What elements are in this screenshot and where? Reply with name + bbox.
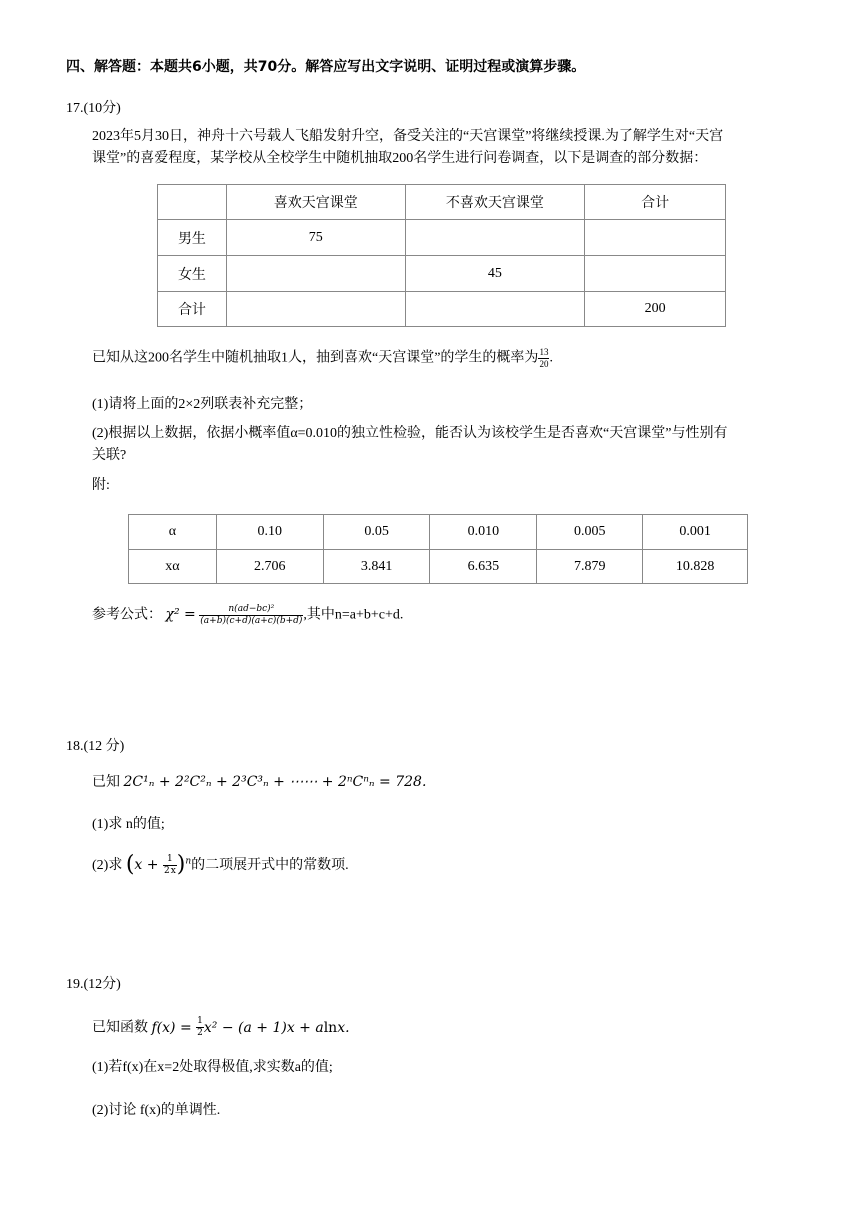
contingency-cell: 女生 [158, 256, 227, 292]
question-19-given [92, 1017, 350, 1038]
critical-value-cell: 7.879 [537, 550, 643, 584]
critical-value-row-alpha [129, 515, 748, 550]
probability-numerator: 13 [539, 347, 549, 357]
contingency-cell [585, 256, 726, 292]
contingency-cell: 合计 [158, 292, 227, 327]
critical-value-cell: xα [129, 550, 217, 584]
question-19-part1: (1)若f(x)在x=2处取得极值,求实数a的值; [92, 1060, 333, 1075]
critical-value-cell: 0.10 [216, 515, 323, 550]
question-17-intro-line2: 课堂”的喜爱程度，某学校从全校学生中随机抽取200名学生进行问卷调查，以下是调查的部分数据： [92, 151, 708, 166]
contingency-cell [226, 256, 405, 292]
contingency-header-cell: 合计 [585, 185, 726, 220]
probability-fraction [538, 348, 549, 369]
critical-value-cell: 0.005 [537, 515, 643, 550]
critical-value-row-x [129, 550, 748, 584]
question-18-number: 18.(12 分) [66, 739, 125, 754]
question-17-part2-line1: (2)根据以上数据，依据小概率值α=0.010的独立性检验，能否认为该校学生是否喜欢“天宫课堂”与性别有 [92, 426, 728, 441]
question-18-part2 [92, 852, 349, 878]
question-19-number: 19.(12分) [66, 977, 121, 992]
binomial-expression: (x + $\frac{1}{2x}$ )$^n$ [125, 852, 192, 877]
contingency-table-row [158, 220, 726, 256]
critical-value-cell: α [129, 515, 217, 550]
contingency-cell: 男生 [158, 220, 227, 256]
contingency-cell [226, 292, 405, 327]
contingency-table-row [158, 292, 726, 327]
formula-lhs: χ² = [165, 606, 196, 623]
question-17-intro-line1: 2023年5月30日，神舟十六号载人飞船发射升空，备受关注的“天宫课堂”将继续授课.为了解学生对“天宫 [92, 129, 724, 144]
probability-statement [92, 348, 553, 369]
contingency-header-cell: 不喜欢天宫课堂 [405, 185, 585, 220]
question-19-given-prefix: 已知函数 [92, 1020, 152, 1036]
contingency-table-header-row [158, 185, 726, 220]
question-18-given [92, 774, 426, 792]
contingency-header-cell: 喜欢天宫课堂 [226, 185, 405, 220]
contingency-table-row [158, 256, 726, 292]
formula-denominator: (a+b)(c+d)(a+c)(b+d) [200, 616, 303, 626]
formula-label: 参考公式： [92, 607, 162, 623]
reference-formula [92, 605, 403, 626]
contingency-cell: 200 [585, 292, 726, 327]
question-18-part1: (1)求 n的值; [92, 817, 165, 832]
probability-denominator: 20 [539, 359, 549, 369]
critical-value-cell: 2.706 [216, 550, 323, 584]
contingency-table [157, 184, 726, 327]
function-definition: f(x) = $\frac{1}{2}$ x² − (a + 1)x + alnx. [151, 1016, 350, 1038]
critical-value-cell: 0.010 [430, 515, 537, 550]
question-17-part1: (1)请将上面的2×2列联表补充完整； [92, 397, 313, 412]
question-17-part2-line2: 关联? [92, 448, 127, 463]
question-18-part2-suffix: 的二项展开式中的常数项. [191, 858, 349, 874]
formula-fraction [199, 605, 303, 626]
formula-tail: ,其中n=a+b+c+d. [303, 607, 404, 623]
critical-value-cell: 3.841 [323, 550, 430, 584]
contingency-cell [405, 292, 585, 327]
formula-numerator: n(ad−bc)² [199, 605, 303, 616]
contingency-cell [405, 220, 585, 256]
question-18-given-expression: 2C¹ₙ + 2²C²ₙ + 2³C³ₙ + ⋯⋯ + 2ⁿCⁿₙ = 728. [123, 774, 427, 790]
contingency-cell [585, 220, 726, 256]
contingency-header-cell [158, 185, 227, 220]
question-18-given-prefix: 已知 [92, 775, 124, 790]
question-19-part2: (2)讨论 f(x)的单调性. [92, 1103, 221, 1118]
critical-value-cell: 6.635 [430, 550, 537, 584]
critical-value-cell: 0.001 [643, 515, 748, 550]
probability-text: 已知从这200名学生中随机抽取1人，抽到喜欢“天宫课堂”的学生的概率为 [92, 350, 539, 366]
section-title: 四、解答题：本题共6小题，共70分。解答应写出文字说明、证明过程或演算步骤。 [66, 59, 586, 75]
critical-value-table [128, 514, 748, 584]
question-17-number: 17.(10分) [66, 101, 121, 116]
contingency-cell: 45 [405, 256, 585, 292]
appendix-label: 附: [92, 478, 110, 493]
probability-end: . [549, 350, 553, 366]
critical-value-cell: 10.828 [643, 550, 748, 584]
critical-value-cell: 0.05 [323, 515, 430, 550]
contingency-cell: 75 [226, 220, 405, 256]
question-18-part2-prefix: (2)求 [92, 858, 126, 874]
